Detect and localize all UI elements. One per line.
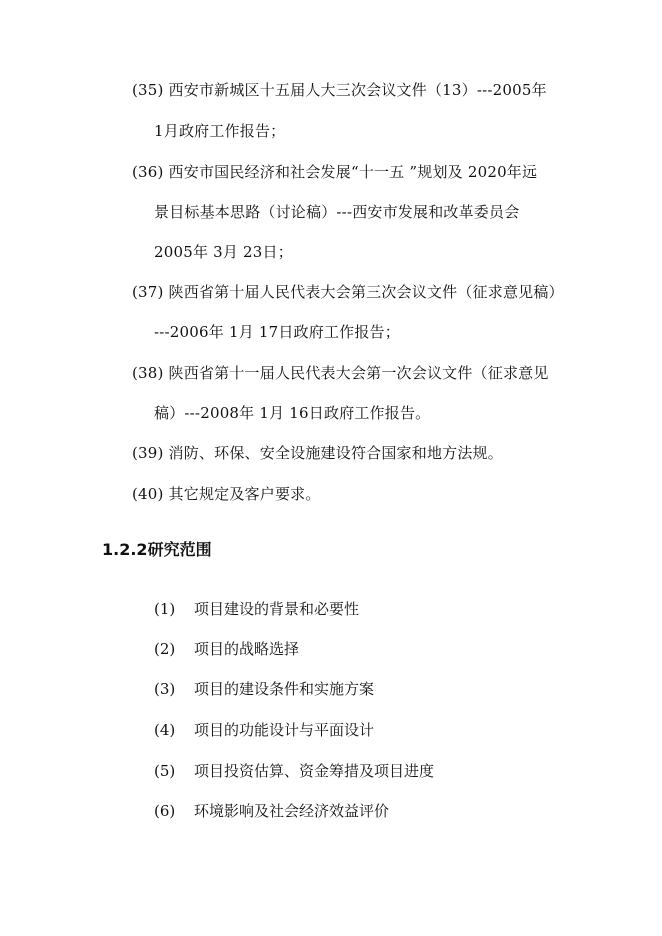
- scope-item-1: [154, 599, 359, 619]
- scope-item-text: 项目的战略选择: [194, 640, 300, 658]
- reference-39-line-1: (39) 消防、环保、安全设施建设符合国家和地方法规。: [132, 444, 503, 462]
- scope-item-number: (1): [154, 600, 176, 618]
- scope-item-number: (6): [154, 802, 176, 820]
- scope-item-number: (2): [154, 640, 176, 658]
- scope-item-number: (5): [154, 762, 176, 780]
- reference-38-line-1: (38) 陕西省第十一届人民代表大会第一次会议文件（征求意见: [132, 364, 549, 382]
- scope-item-2: [154, 639, 299, 659]
- section-number: 1.2.2: [102, 540, 148, 559]
- scope-item-4: [154, 720, 374, 740]
- scope-item-text: 环境影响及社会经济效益评价: [194, 802, 390, 820]
- reference-35-line-1: (35) 西安市新城区十五届人大三次会议文件（13）---2005年: [132, 81, 547, 99]
- reference-40-line-1: (40) 其它规定及客户要求。: [132, 485, 321, 503]
- section-title: 研究范围: [147, 540, 212, 559]
- section-heading: [102, 540, 212, 560]
- scope-item-6: [154, 801, 389, 821]
- scope-item-5: [154, 761, 434, 781]
- reference-37-line-2: ---2006年 1月 17日政府工作报告；: [154, 323, 400, 341]
- reference-36-line-1: (36) 西安市国民经济和社会发展“十一五 ”规划及 2020年远: [132, 163, 538, 181]
- scope-item-text: 项目的功能设计与平面设计: [194, 721, 375, 739]
- scope-item-number: (4): [154, 721, 176, 739]
- scope-item-3: [154, 679, 374, 699]
- reference-36-line-3: 2005年 3月 23日；: [154, 243, 293, 261]
- scope-item-number: (3): [154, 680, 176, 698]
- reference-37-line-1: (37) 陕西省第十届人民代表大会第三次会议文件（征求意见稿）: [132, 283, 564, 301]
- scope-item-text: 项目投资估算、资金筹措及项目进度: [194, 762, 435, 780]
- scope-item-text: 项目建设的背景和必要性: [194, 600, 360, 618]
- scope-item-text: 项目的建设条件和实施方案: [194, 680, 375, 698]
- reference-36-line-2: 景目标基本思路（讨论稿）---西安市发展和改革委员会: [154, 203, 520, 221]
- reference-35-line-2: 1月政府工作报告；: [154, 122, 286, 140]
- reference-38-line-2: 稿）---2008年 1月 16日政府工作报告。: [154, 404, 431, 422]
